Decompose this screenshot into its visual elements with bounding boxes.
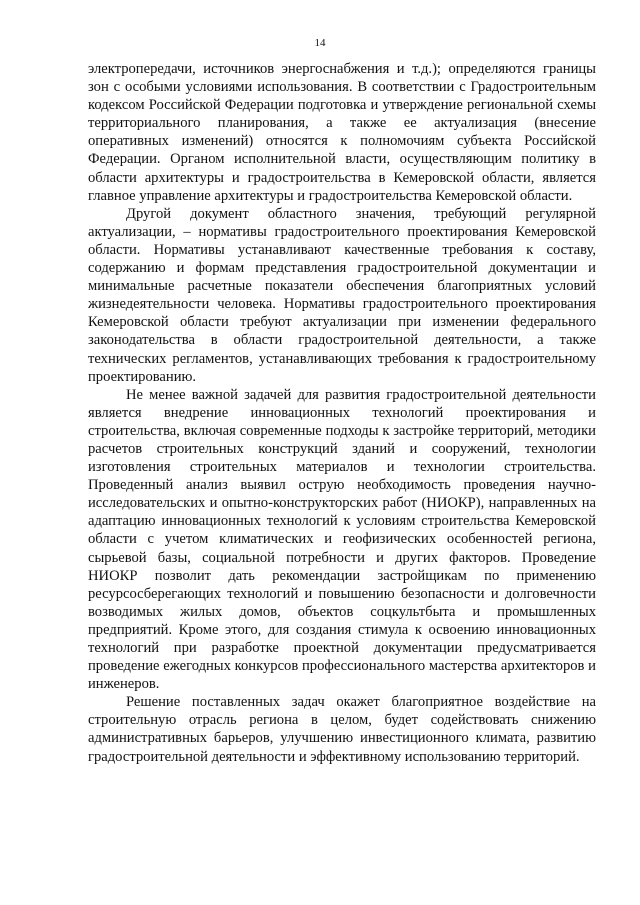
paragraph-continuation: электропередачи, источников энергоснабжения и т.д.); определяются границы зон с особыми условиями использования. В соответствии с Градостроительным кодексом Российской Федерации подготовка и утверждение региональной схемы территориального планирования, а также ее актуализация (внесение оперативных изменений) относятся к полномочиям субъекта Российской Федерации. Органом исполнительной власти, осуществляющим политику в области архитектуры и градостроительства в Кемеровской области, является главное управление архитектуры и градостроительства Кемеровской области.: [88, 61, 596, 204]
paragraph-conclusion: Решение поставленных задач окажет благоприятное воздействие на строительную отрасль региона в целом, будет содействовать снижению административных барьеров, улучшению инвестиционного климата, развитию градостроительной деятельности и эффективному использованию территорий.: [88, 694, 596, 765]
paragraph-innovation: Не менее важной задачей для развития градостроительной деятельности является внедрение инновационных технологий проектирования и строительства, включая современные подходы к застройке территорий, методики расчетов строительных конструкций зданий и сооружений, технологии изготовления строительных материалов и технологии строительства. Проведенный анализ выявил острую необходимость проведения научно-исследовательских и опытно-конструкторских работ (НИОКР), направленных на адаптацию инновационных технологий к условиям строительства Кемеровской области с учетом климатических и геофизических особенностей региона, сырьевой базы, социальной потребности и других факторов. Проведение НИОКР позволит дать рекомендации застройщикам по применению ресурсосберегающих технологий и повышению безопасности и долговечности возводимых жилых домов, объектов соцкультбыта и промышленных предприятий. Кроме этого, для создания стимула к освоению инновационных технологий при разработке проектной документации предусматривается проведение ежегодных конкурсов профессионального мастерства архитекторов и инженеров.: [88, 386, 596, 693]
paragraph-standards: Другой документ областного значения, требующий регулярной актуализации, – нормативы градостроительного проектирования Кемеровской области. Нормативы устанавливают качественные требования к составу, содержанию и формам представления градостроительной документации и минимальные расчетные показатели обеспечения благоприятных условий жизнедеятельности человека. Нормативы градостроительного проектирования Кемеровской области требуют актуализации при изменении федерального законодательства в области градостроительной деятельности, а также технических регламентов, устанавливающих требования к градостроительному проектированию.: [88, 205, 596, 385]
document-body: [88, 60, 596, 766]
page-number: 14: [314, 37, 326, 49]
